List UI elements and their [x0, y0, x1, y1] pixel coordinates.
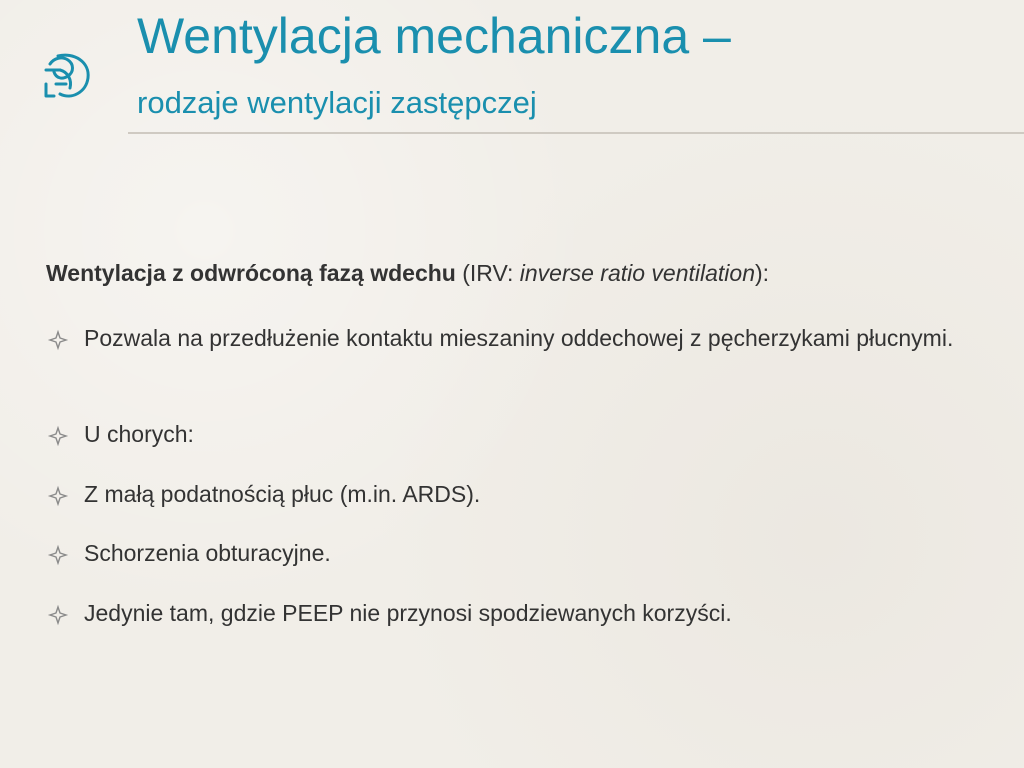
bullet-text: U chorych:	[84, 421, 194, 447]
four-point-star-bullet-icon	[47, 604, 69, 626]
title-divider	[128, 132, 1024, 134]
leaf-circle-logo-icon	[38, 40, 94, 102]
bullet-text: Pozwala na przedłużenie kontaktu mieszaniny oddechowej z pęcherzykami płucnymi.	[84, 325, 954, 351]
intro-italic-term: inverse ratio ventilation	[519, 260, 755, 286]
four-point-star-bullet-icon	[47, 425, 69, 447]
bullet-text: Jedynie tam, gdzie PEEP nie przynosi spodziewanych korzyści.	[84, 600, 732, 626]
slide-subtitle: rodzaje wentylacji zastępczej	[137, 85, 537, 120]
intro-close-paren: ):	[754, 260, 770, 286]
intro-open-paren: (IRV:	[455, 260, 520, 286]
intro-bold-term: Wentylacja z odwróconą fazą wdechu	[46, 260, 456, 286]
slide-title: Wentylacja mechaniczna –	[137, 8, 731, 64]
four-point-star-bullet-icon	[47, 329, 69, 351]
bullet-text: Schorzenia obturacyjne.	[84, 540, 331, 566]
bullet-text: Z małą podatnością płuc (m.in. ARDS).	[84, 481, 481, 507]
four-point-star-bullet-icon	[47, 544, 69, 566]
intro-paragraph	[46, 260, 769, 287]
four-point-star-bullet-icon	[47, 485, 69, 507]
